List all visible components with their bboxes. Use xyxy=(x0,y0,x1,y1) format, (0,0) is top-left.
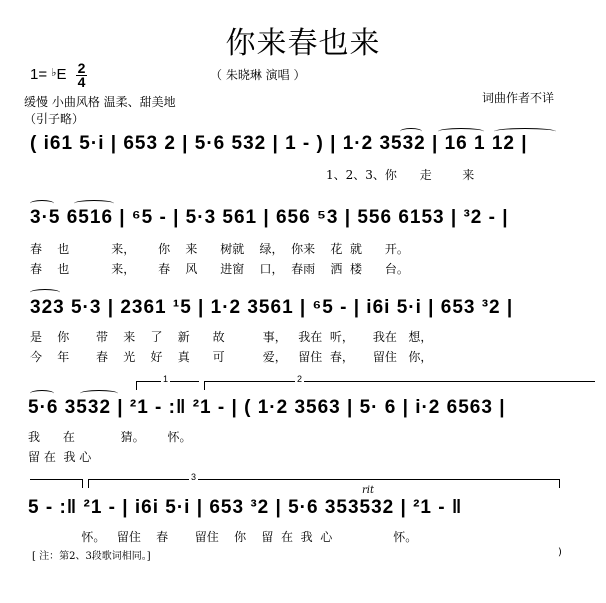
key-signature xyxy=(30,66,67,83)
lyrics-line-1: 1、2、3、你 走 来 xyxy=(326,168,475,182)
volta-bracket-2 xyxy=(204,374,595,390)
slur xyxy=(438,128,484,135)
slur xyxy=(30,289,60,296)
lyrics-line-3a: 是 你 带 来 了 新 故 事， 我在 听， 我在 想， xyxy=(30,330,433,344)
performer: （ 朱晓琳 演唱 ） xyxy=(210,68,306,82)
lyrics-line-3b: 今 年 春 光 好 真 可 爱， 留住 春， 留住 你， xyxy=(30,350,433,364)
notation-line-4: 5·6 3532 | ²1 - :‖ ²1 - | ( 1·2 3563 | 5· 6 | i·2 6563 | xyxy=(28,397,506,418)
tempo-marking: 缓慢 小曲风格 温柔、甜美地 xyxy=(24,95,176,109)
lyrics-line-4a: 我 在 猜。 怀。 xyxy=(28,430,192,444)
slur xyxy=(30,390,54,397)
notation-line-3: 323 5·3 | 2361 ¹5 | 1·2 3561 | ⁶5 - | i6i 5·i | 653 ³2 | xyxy=(30,297,514,318)
song-title: 你来春也来 xyxy=(225,26,381,61)
notation-line-2: 3·5 6516 | ⁶5 - | 5·3 561 | 656 ⁵3 | 556 6153 | ³2 - | xyxy=(30,207,509,228)
time-sig-top: 2 xyxy=(77,60,86,76)
volta-label-1: 1 xyxy=(163,374,169,384)
key-note: E xyxy=(56,66,67,83)
intro-note: （引子略） xyxy=(24,112,85,126)
slur xyxy=(74,200,114,207)
time-signature xyxy=(76,62,87,89)
notation-line-5: 5 - :‖ ²1 - | i6i 5·i | 653 ³2 | 5·6 353532 | ²1 - ‖ xyxy=(28,497,463,518)
ritardando-marking: rit xyxy=(362,485,374,496)
notation-line-1: ( i61 5·i | 653 2 | 5·6 532 | 1 - ) | 1·2 3532 | 16 1 12 | xyxy=(30,133,528,154)
close-paren: ) xyxy=(558,547,562,558)
slur xyxy=(30,200,54,207)
volta-bracket-3 xyxy=(88,472,560,488)
lyrics-line-2b: 春 也 来， 春 风 进窗 口， 春雨 洒 楼 台。 xyxy=(30,262,409,276)
volta-label-3: 3 xyxy=(191,472,197,482)
lyrics-line-2a: 春 也 来， 你 来 树就 绿， 你来 花 就 开。 xyxy=(30,242,409,256)
flat-symbol: ♭ xyxy=(51,67,57,79)
slur xyxy=(80,390,118,397)
author-credit: 词曲作者不详 xyxy=(482,91,555,105)
lyrics-line-4b: 留 在 我 心 xyxy=(28,450,92,464)
lyrics-line-5: 怀。 留住 春 留住 你 留 在 我 心 怀。 xyxy=(28,530,418,544)
volta-label-2: 2 xyxy=(297,374,303,384)
key-label: 1= xyxy=(30,66,48,83)
footnote: [ 注：第2、3段歌词相同。] xyxy=(32,551,151,562)
volta-bracket-2-end xyxy=(30,479,83,488)
time-sig-bottom: 4 xyxy=(77,74,86,90)
slur xyxy=(400,128,422,135)
volta-bracket-1 xyxy=(136,374,199,390)
slur xyxy=(494,128,556,135)
